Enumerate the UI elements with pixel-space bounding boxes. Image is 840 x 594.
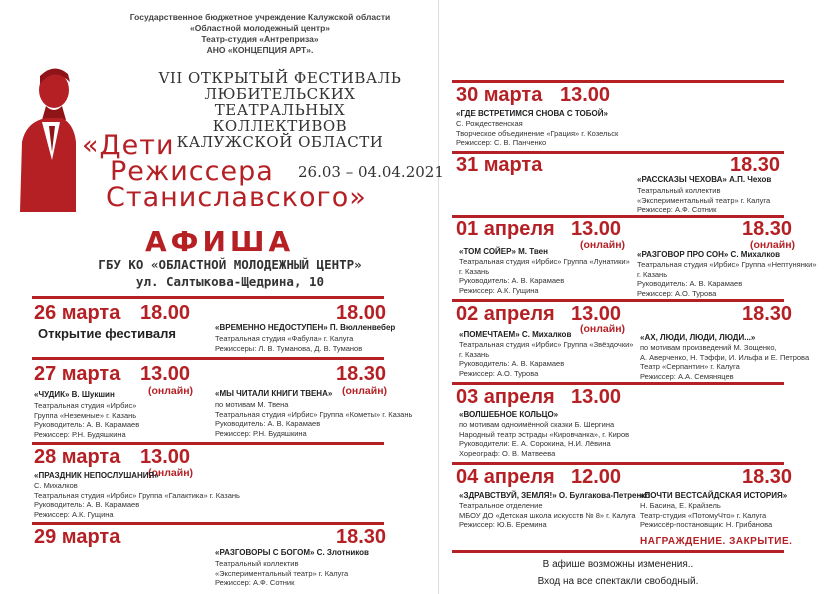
festival-title (140, 70, 420, 150)
day-date: 27 марта (34, 363, 121, 385)
show-title: «РАЗГОВОРЫ С БОГОМ» С. Злотников (215, 548, 369, 557)
festival-line: КОЛЛЕКТИВОВ (212, 117, 348, 135)
show-info-line: «Экспериментальный театр» г. Калуга (215, 568, 349, 578)
show-title: «РАССКАЗЫ ЧЕХОВА» А.П. Чехов (637, 175, 772, 184)
day-divider (452, 550, 784, 553)
show-info-line: Хореограф: О. В. Матвеева (459, 448, 556, 458)
org-line: Государственное бюджетное учреждение Калужской области (129, 12, 391, 22)
title-line-1: «Дети (82, 130, 175, 161)
show-info (34, 481, 240, 519)
free-entry-note: Вход на все спектакли свободный. (537, 576, 699, 587)
show-info (34, 401, 139, 439)
show-time: 13.00 (571, 386, 622, 408)
show-title: «РАЗГОВОР ПРО СОН» С. Михалков (637, 250, 781, 259)
show-title: «ГДЕ ВСТРЕТИМСЯ СНОВА С ТОБОЙ» (456, 109, 608, 118)
show-info-line: С. Рождественская (456, 119, 523, 128)
venue-address: ул. Салтыкова-Щедрина, 10 (135, 274, 325, 289)
stanislavsky-portrait-image (16, 62, 76, 212)
show-info (459, 257, 630, 295)
show-info-line: Руководитель: А. В. Карамаев (459, 359, 565, 369)
title-line-2: Режиссера (110, 156, 274, 187)
day-date: 26 марта (34, 302, 121, 324)
show-info-line: г. Казань (459, 266, 490, 276)
day-date: 04 апреля (456, 466, 555, 488)
show-info-line: Режиссер: А.О. Турова (459, 368, 539, 378)
show-info-line: Режиссёр-постановщик: Н. Грибанова (640, 520, 773, 530)
show-time: 18.30 (336, 363, 387, 385)
day-divider (32, 357, 384, 360)
festival-dates: 26.03 – 04.04.2021 (298, 163, 444, 181)
show-time: 13.00 (560, 84, 611, 106)
show-title: «МЫ ЧИТАЛИ КНИГИ ТВЕНА» (215, 389, 333, 398)
show-info-line: Режиссер: А.Ф. Сотник (215, 578, 295, 588)
show-info-line: Театральный коллектив (215, 559, 299, 568)
show-info-line: Режиссер: Ю.Б. Еремина (459, 520, 547, 530)
show-info-line: Театральная студия «Ирбис» Группа «Нептунянки» (637, 260, 817, 269)
day-date: 02 апреля (456, 303, 555, 325)
org-line: «Областной молодежный центр» (189, 23, 331, 33)
show-info (215, 559, 348, 588)
show-info-line: Режиссеры: Л. В. Туманова, Д. В. Туманов (215, 343, 363, 353)
show-info-line: г. Казань (637, 269, 668, 279)
show-info-line: Театр «Серпантин» г. Калуга (640, 362, 740, 372)
day-date: 03 апреля (456, 386, 555, 408)
show-info-line: по мотивам одноимённой сказки Б. Шергина (459, 420, 615, 429)
show-info (215, 400, 412, 438)
show-info (637, 186, 770, 215)
show-info (459, 340, 633, 378)
show-info-line: Н. Басина, Е. Крайзель (640, 501, 721, 510)
show-time: 13.00 (571, 303, 622, 325)
show-time: 12.00 (571, 466, 622, 488)
day-date: 30 марта (456, 84, 543, 106)
show-info-line: «Экспериментальный театр» г. Калуга (637, 195, 771, 205)
venue-name: ГБУ КО «ОБЛАСТНОЙ МОЛОДЕЖНЫЙ ЦЕНТР» (98, 257, 362, 272)
show-info-line: Режиссер: А.А. Семяняцев (640, 371, 734, 381)
show-info-line: Режиссер: С. В. Панченко (456, 138, 547, 148)
show-time: 18.30 (730, 154, 781, 176)
show-info-line: Театральное отделение (459, 501, 543, 510)
show-info (456, 119, 618, 148)
show-info-line: г. Казань (459, 349, 490, 359)
show-info-line: МБОУ ДО «Детская школа искусств № 8» г. Калуга (459, 510, 636, 520)
show-title: «ПОМЕЧТАЕМ» С. Михалков (459, 330, 572, 339)
festival-line: КАЛУЖСКОЙ ОБЛАСТИ (176, 133, 384, 151)
show-info-line: Творческое объединение «Грация» г. Козельск (456, 128, 619, 138)
day-divider (452, 382, 784, 385)
show-info-line: Театральная студия «Ирбис» (34, 401, 137, 410)
day-date: 29 марта (34, 526, 121, 548)
show-info (459, 501, 636, 530)
show-info-line: Народный театр эстрады «Кировчанка», г. Киров (459, 429, 630, 439)
day-divider (452, 80, 784, 83)
show-info-line: Руководитель: А. В. Карамаев (459, 276, 565, 286)
show-info-line: Театральная студия «Ирбис» Группа «Лунатики» (459, 257, 630, 266)
show-info-line: Режиссер: Р.Н. Будяшкина (34, 429, 126, 439)
show-info-line: Руководитель: А. В. Карамаев (34, 500, 140, 510)
show-info (640, 501, 772, 530)
show-info-line: С. Михалков (34, 481, 78, 490)
online-badge: (онлайн) (342, 385, 388, 397)
show-title: «ВРЕМЕННО НЕДОСТУПЕН» П. Вюлленвебер (215, 323, 396, 332)
show-info-line: Режиссер: А.О. Турова (637, 288, 717, 298)
show-info (215, 334, 362, 353)
venue-block (40, 256, 420, 290)
show-time: 13.00 (571, 218, 622, 240)
show-info (459, 420, 629, 458)
show-time: 18.30 (336, 526, 387, 548)
day-date: 31 марта (456, 154, 543, 176)
day-date: 01 апреля (456, 218, 555, 240)
day-divider (32, 296, 384, 299)
show-info-line: Руководитель: А. В. Карамаев (34, 420, 140, 430)
closing-ceremony: НАГРАЖДЕНИЕ. ЗАКРЫТИЕ. (640, 536, 793, 547)
show-info-line: Режиссер: А.Ф. Сотник (637, 205, 717, 215)
show-info-line: Театр-студия «ПотомуЧто» г. Калуга (640, 510, 767, 520)
show-title: «ВОЛШЕБНОЕ КОЛЬЦО» (459, 410, 559, 419)
show-info-line: Театральная студия «Ирбис» Группа «Кометы» г. Казань (215, 409, 413, 419)
show-time: 18.30 (742, 218, 793, 240)
opening-ceremony: Открытие фестиваля (38, 326, 176, 341)
org-line: Театр-студия «Антрепризa» (201, 34, 319, 44)
day-divider (452, 462, 784, 465)
show-info-line: по мотивам М. Твена (215, 400, 289, 409)
online-badge: (онлайн) (580, 239, 626, 251)
show-info-line: Режиссер: Р.Н. Будяшкина (215, 428, 307, 438)
changes-note: В афише возможны изменения.. (542, 559, 694, 570)
show-info-line: Театральная студия «Ирбис» Группа «Галактика» г. Казань (34, 490, 240, 500)
show-info-line: Руководитель: А. В. Карамаев (637, 279, 743, 289)
show-title: «ЧУДИК» В. Шукшин (34, 390, 115, 399)
festival-line: VII ОТКРЫТЫЙ ФЕСТИВАЛЬ (158, 69, 402, 87)
show-info-line: А. Аверченко, Н. Тэффи, И. Ильфа и Е. Петрова (640, 352, 810, 362)
show-time: 18.30 (742, 303, 793, 325)
title-line-3: Станиславского» (106, 182, 367, 213)
show-time: 13.00 (140, 446, 191, 468)
show-title: «ПОЧТИ ВЕСТСАЙДСКАЯ ИСТОРИЯ» (640, 491, 788, 500)
show-info-line: Театральный коллектив (637, 186, 721, 195)
show-info-line: Режиссер: А.К. Гущина (459, 285, 539, 295)
online-badge: (онлайн) (750, 239, 796, 251)
organizer-block (110, 12, 410, 56)
show-time: 13.00 (140, 363, 191, 385)
show-time: 18.00 (336, 302, 387, 324)
show-info (637, 260, 817, 298)
page-divider (438, 0, 439, 594)
show-info-line: Группа «Неземные» г. Казань (34, 410, 137, 420)
show-info (640, 343, 809, 381)
show-info-line: Режиссер: А.К. Гущина (34, 509, 114, 519)
show-title: «ПРАЗДНИК НЕПОСЛУШАНИЯ» (34, 471, 159, 480)
online-badge: (онлайн) (148, 385, 194, 397)
show-info-line: Театральная студия «Ирбис» Группа «Звёздочки» (459, 340, 634, 349)
afisha-heading: АФИША (145, 225, 295, 258)
day-date: 28 марта (34, 446, 121, 468)
day-divider (32, 442, 384, 445)
show-title: «ЗДРАВСТВУЙ, ЗЕМЛЯ!» О. Булгакова-Петренко (459, 491, 651, 500)
show-info-line: по мотивам произведений М. Зощенко, (640, 343, 777, 352)
org-line: АНО «КОНЦЕПЦИЯ АРТ». (206, 45, 314, 55)
show-title: «АХ, ЛЮДИ, ЛЮДИ, ЛЮДИ...» (640, 333, 756, 342)
festival-line: ЛЮБИТЕЛЬСКИХ ТЕАТРАЛЬНЫХ (204, 85, 356, 119)
day-divider (32, 522, 384, 525)
online-badge: (онлайн) (580, 323, 626, 335)
show-info-line: Руководитель: А. В. Карамаев (215, 419, 321, 429)
show-info-line: Руководители: Е. А. Сорокина, Н.И. Лёвина (459, 439, 611, 449)
show-title: «ТОМ СОЙЕР» М. Твен (459, 247, 548, 256)
show-time: 18.30 (742, 466, 793, 488)
day-divider (452, 299, 784, 302)
show-time: 18.00 (140, 302, 191, 324)
show-info-line: Театральная студия «Фабула» г. Калуга (215, 334, 354, 343)
online-badge: (онлайн) (148, 467, 194, 479)
